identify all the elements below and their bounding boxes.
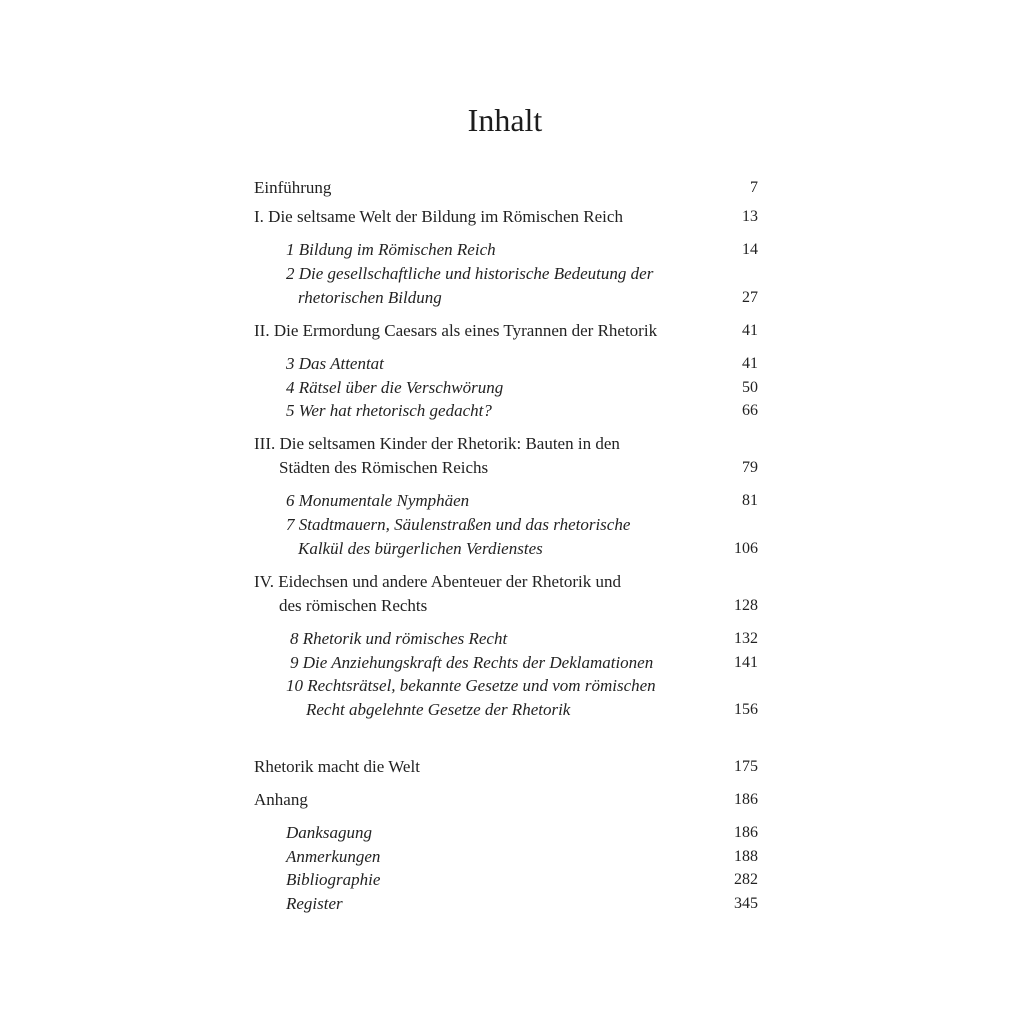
toc-entry-title: Städten des Römischen Reichs bbox=[279, 458, 489, 477]
toc-entry bbox=[254, 176, 758, 200]
toc-entry-page-number: 81 bbox=[742, 492, 758, 509]
toc-entry bbox=[254, 570, 758, 594]
toc-entry-title: 7 Stadtmauern, Säulenstraßen und das rhetorische bbox=[286, 515, 631, 534]
toc-entry-page-number: 41 bbox=[742, 322, 758, 339]
toc-entry-page-number: 106 bbox=[734, 540, 758, 557]
toc-entry-title: Kalkül des bürgerlichen Verdienstes bbox=[298, 539, 543, 558]
toc-entry-title: I. Die seltsame Welt der Bildung im Römischen Reich bbox=[254, 207, 623, 226]
toc-entry-page-number: 186 bbox=[734, 824, 758, 841]
toc-entry-title: Register bbox=[286, 894, 343, 913]
toc-entry bbox=[254, 821, 758, 845]
toc-entry-title: 8 Rhetorik und römisches Recht bbox=[290, 629, 508, 648]
toc-entry-title: 2 Die gesellschaftliche und historische Bedeutung der bbox=[286, 264, 654, 283]
toc-entry-title: 9 Die Anziehungskraft des Rechts der Deklamationen bbox=[290, 653, 654, 672]
toc-entry-page-number: 156 bbox=[734, 701, 758, 718]
toc-entry-title: Bibliographie bbox=[286, 870, 381, 889]
toc-entry bbox=[254, 432, 758, 456]
toc-entry bbox=[254, 262, 758, 286]
toc-entry-page-number: 132 bbox=[734, 630, 758, 647]
toc-entry-title: rhetorischen Bildung bbox=[298, 288, 442, 307]
toc-entry bbox=[254, 352, 758, 376]
toc-entry bbox=[254, 489, 758, 513]
toc-entry-title: 6 Monumentale Nymphäen bbox=[286, 491, 470, 510]
toc-entry bbox=[254, 845, 758, 869]
toc-entry-page-number: 175 bbox=[734, 758, 758, 775]
toc-entry-title: Anhang bbox=[254, 790, 308, 809]
toc-entry bbox=[254, 319, 758, 343]
toc-entry bbox=[254, 205, 758, 229]
toc-entry-title: 3 Das Attentat bbox=[286, 354, 384, 373]
toc-entry-page-number: 141 bbox=[734, 654, 758, 671]
toc-entry-page-number: 13 bbox=[742, 208, 758, 225]
toc-entry-title: des römischen Rechts bbox=[279, 596, 428, 615]
toc-entry-page-number: 66 bbox=[742, 402, 758, 419]
toc-entry-title: 10 Rechtsrätsel, bekannte Gesetze und vom römischen bbox=[286, 676, 656, 695]
toc-entry-title: Anmerkungen bbox=[286, 847, 381, 866]
toc-entry bbox=[254, 238, 758, 262]
toc-entry bbox=[254, 376, 758, 400]
toc-entry bbox=[254, 755, 758, 779]
toc-entry-page-number: 188 bbox=[734, 848, 758, 865]
page-title: Inhalt bbox=[467, 102, 543, 138]
toc-entry bbox=[254, 868, 758, 892]
toc-entry-title: 4 Rätsel über die Verschwörung bbox=[286, 378, 504, 397]
toc-entry bbox=[254, 698, 758, 722]
toc-entry-page-number: 50 bbox=[742, 379, 758, 396]
toc-entry bbox=[254, 788, 758, 812]
toc-entry-page-number: 41 bbox=[742, 355, 758, 372]
toc-entry bbox=[254, 892, 758, 916]
toc-entry bbox=[254, 286, 758, 310]
toc-entry bbox=[254, 594, 758, 618]
toc-entry-title: Danksagung bbox=[286, 823, 372, 842]
toc-entry-page-number: 7 bbox=[750, 179, 758, 196]
toc-entry-page-number: 27 bbox=[742, 289, 758, 306]
toc-entry-title: II. Die Ermordung Caesars als eines Tyrannen der Rhetorik bbox=[254, 321, 658, 340]
toc-entry-title: Rhetorik macht die Welt bbox=[254, 757, 420, 776]
toc-entry-page-number: 282 bbox=[734, 871, 758, 888]
toc-entry-page-number: 79 bbox=[742, 459, 758, 476]
toc-entry-title: III. Die seltsamen Kinder der Rhetorik: Bauten in den bbox=[254, 434, 620, 453]
toc-entry-title: Einführung bbox=[254, 178, 332, 197]
toc-entry-page-number: 128 bbox=[734, 597, 758, 614]
toc-entry-page-number: 345 bbox=[734, 895, 758, 912]
toc-entry bbox=[254, 674, 758, 698]
toc-entry bbox=[254, 537, 758, 561]
toc-entry-title: IV. Eidechsen und andere Abenteuer der Rhetorik und bbox=[254, 572, 621, 591]
toc-entry bbox=[254, 456, 758, 480]
toc-entry-page-number: 186 bbox=[734, 791, 758, 808]
table-of-contents bbox=[254, 0, 758, 1024]
toc-entry-title: 5 Wer hat rhetorisch gedacht? bbox=[286, 401, 492, 420]
toc-entry-title: 1 Bildung im Römischen Reich bbox=[286, 240, 496, 259]
toc-entry-title: Recht abgelehnte Gesetze der Rhetorik bbox=[306, 700, 571, 719]
toc-entry bbox=[254, 399, 758, 423]
toc-entry-page-number: 14 bbox=[742, 241, 758, 258]
toc-entry bbox=[254, 651, 758, 675]
toc-entry bbox=[254, 627, 758, 651]
toc-entry bbox=[254, 513, 758, 537]
